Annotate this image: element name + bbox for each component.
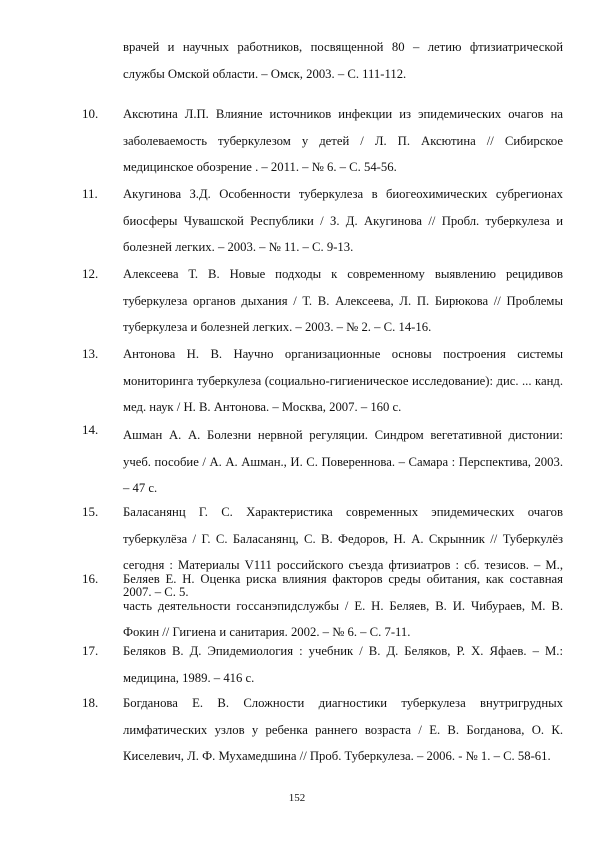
reference-number: 12.: [82, 266, 99, 281]
page-number: 152: [288, 792, 306, 804]
reference-number: 14.: [82, 422, 99, 437]
reference-number: 18.: [82, 695, 99, 710]
reference-number: 10.: [82, 106, 99, 121]
reference-text: Алексеева Т. В. Новые подходы к современному выявлению рецидивов туберкулеза органов дыхания / Т. В. Алексеева, Л. П. Бирюкова // Проблемы туберкулеза и болезней легких. – 2003. – № 2. – С. 14-16.: [123, 267, 563, 335]
reference-number: 13.: [82, 346, 99, 361]
reference-text: Беляков В. Д. Эпидемиология : учебник / В. Д. Беляков, Р. Х. Яфаев. – М.: медицина, 1989. – 416 с.: [123, 644, 563, 685]
reference-text: Аксютина Л.П. Влияние источников инфекции из эпидемических очагов на заболеваемость туберкулезом у детей / Л. П. Аксютина // Сибирское медицинское обозрение . – 2011. – № 6. – С. 54-56.: [123, 107, 563, 175]
reference-text: Антонова Н. В. Научно организационные основы построения системы мониторинга туберкулеза (социально-гигиеническое исследование): дис. ... канд. мед. наук / Н. В. Антонова. – Москва, 2007. – 160 с.: [123, 347, 563, 415]
reference-text: Беляев Е. Н. Оценка риска влияния факторов среды обитания, как составная часть деятельности госсанэпидслужбы / Е. Н. Беляев, В. И. Чибураев, М. В. Фокин // Гигиена и санитария. 2002. – № 6. – С. 7-11.: [123, 572, 563, 640]
continuation-text: врачей и научных работников, посвященной 80 – летию фтизиатрической службы Омской области. – Омск, 2003. – С. 111-112.: [123, 40, 563, 81]
reference-number: 16.: [82, 571, 99, 586]
reference-number: 15.: [82, 504, 99, 519]
reference-text: Акугинова З.Д. Особенности туберкулеза в биогеохимических субрегионах биосферы Чувашской Республики / З. Д. Акугинова // Пробл. туберкулеза и болезней легких. – 2003. – № 11. – С. 9-13.: [123, 187, 563, 255]
reference-number: 11.: [82, 186, 98, 201]
reference-number: 17.: [82, 643, 99, 658]
reference-text: Баласанянц Г. С. Характеристика современных эпидемических очагов туберкулёза / Г. С. Баласанянц, С. В. Федоров, Н. А. Скрынник // Туберкулёз сегодня : Материалы V111 российского съезда фтизиатров : сб. тезисов. – М., 2007. – С. 5.: [123, 505, 563, 599]
reference-text: Ашман А. А. Болезни нервной регуляции. Синдром вегетативной дистонии: учеб. пособие / А. А. Ашман., И. С. Поверeннова. – Самара : Перспектива, 2003. – 47 с.: [123, 428, 563, 496]
reference-text: Богданова Е. В. Сложности диагностики туберкулеза внутригрудных лимфатических узлов у ребенка раннего возраста / Е. В. Богданова, О. К. Киселевич, Л. Ф. Мухамедшина // Проб. Туберкулеза. – 2006. - № 1. – С. 58-61.: [123, 696, 563, 764]
